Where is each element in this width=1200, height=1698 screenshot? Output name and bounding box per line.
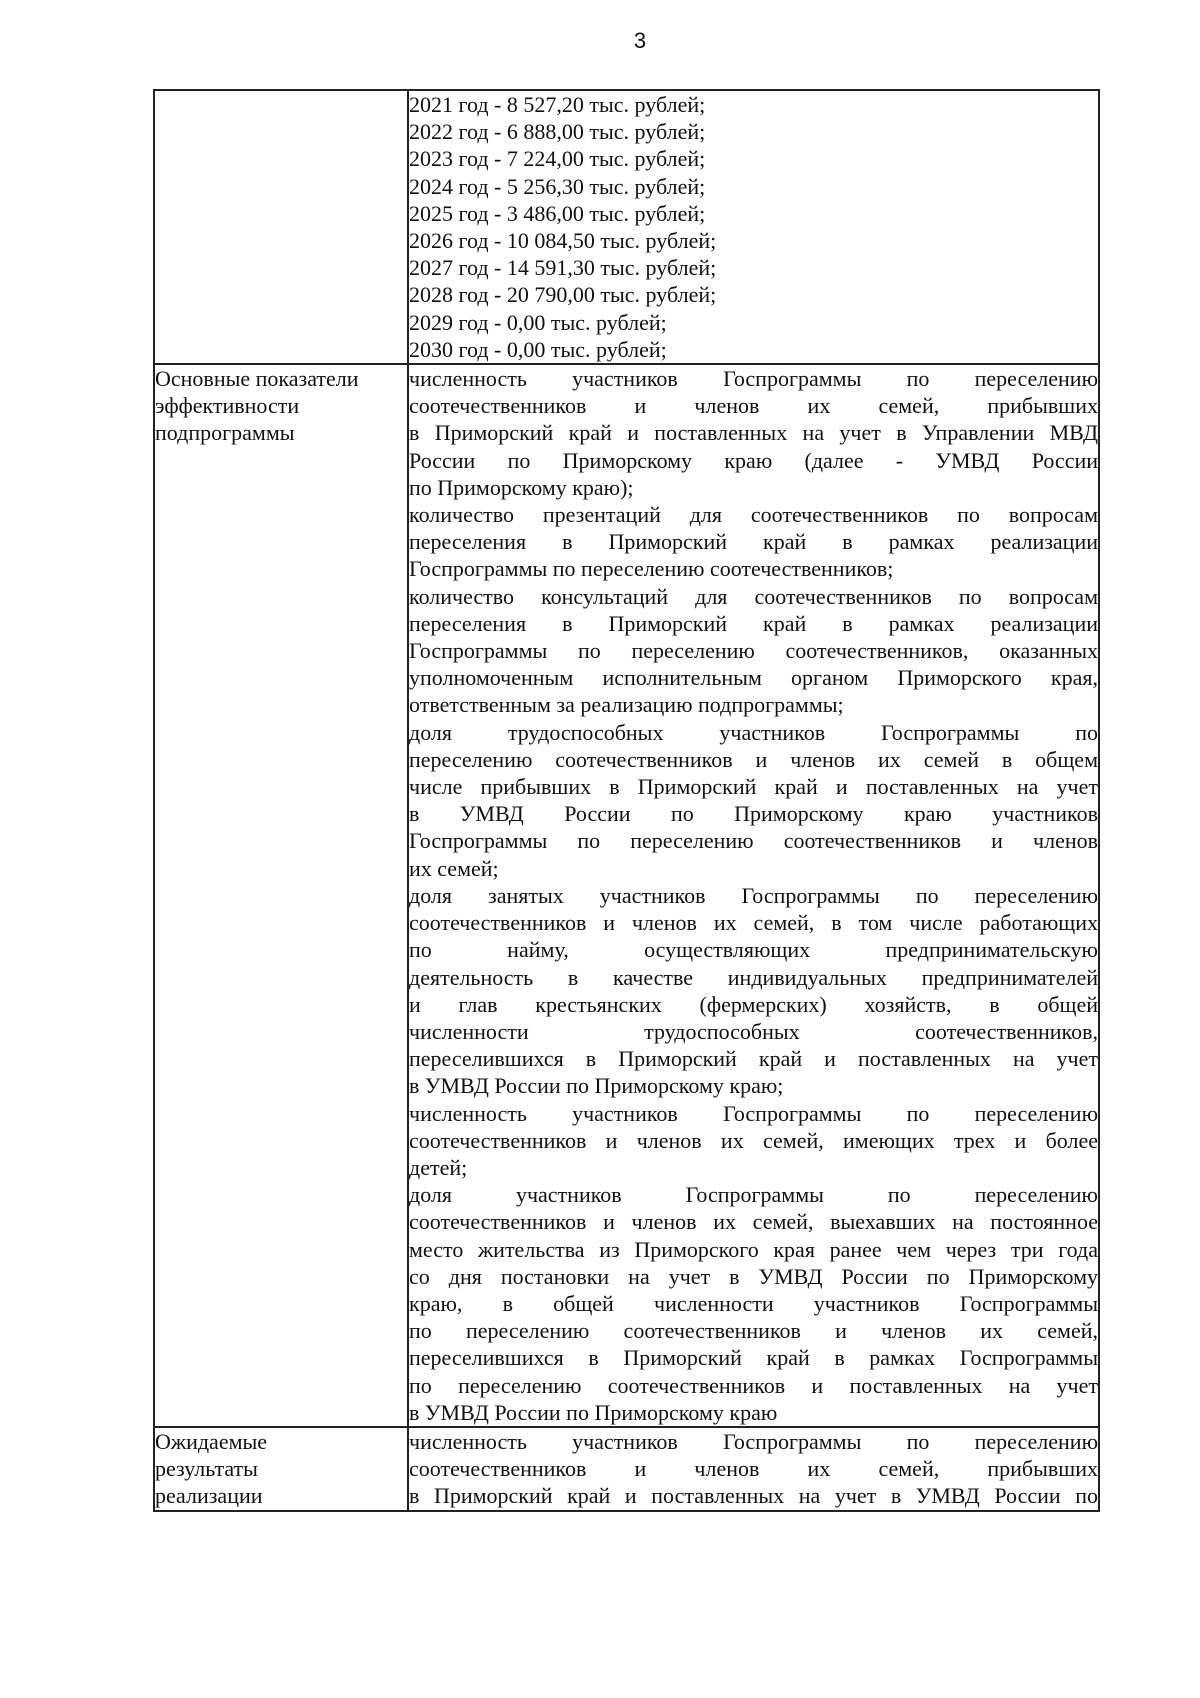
indicator-line: по переселению соотечественников и членов их семей, [409,1318,1098,1344]
indicator-line: детей; [409,1154,468,1180]
indicator-line: переселившихся в Приморский край в рамках Госпрограммы [409,1345,1098,1371]
indicator-line: их семей; [409,855,499,881]
indicator-line: переселения в Приморский край в рамках реализации [409,529,1098,555]
indicator-line: по Приморскому краю); [409,474,634,500]
indicators-text [408,364,1099,1427]
results-line: численность участников Госпрограммы по переселению [409,1428,1098,1454]
indicator-line: со дня постановки на учет в УМВД России по Приморскому [409,1263,1098,1289]
indicator-line: соотечественников и членов их семей, имеющих трех и более [409,1127,1098,1153]
indicator-line: переселению соотечественников и членов их семей в общем [409,746,1098,772]
indicator-line: ответственным за реализацию подпрограммы; [409,692,844,718]
funding-cell [408,90,1099,364]
passport-table [153,89,1100,1512]
funding-line: 2027 год - 14 591,30 тыс. рублей; [409,255,717,281]
indicators-label-line: подпрограммы [155,420,295,446]
indicator-line: соотечественников и членов их семей, в том числе работающих [409,910,1098,936]
results-label-line: результаты [155,1455,258,1481]
funding-line: 2029 год - 0,00 тыс. рублей; [409,309,667,335]
funding-line: 2025 год - 3 486,00 тыс. рублей; [409,200,706,226]
indicator-line: доля участников Госпрограммы по переселению [409,1182,1098,1208]
indicator-line: переселения в Приморский край в рамках реализации [409,610,1098,636]
results-label-line: Ожидаемые [155,1428,268,1454]
funding-line: 2024 год - 5 256,30 тыс. рублей; [409,173,706,199]
results-row [154,1427,1099,1511]
indicator-line: соотечественников и членов их семей, прибывших [409,393,1098,419]
funding-line: 2026 год - 10 084,50 тыс. рублей; [409,228,717,254]
indicators-label-line: эффективности [155,393,300,419]
indicator-line: уполномоченным исполнительным органом Приморского края, [409,665,1098,691]
indicator-line: Госпрограммы по переселению соотечественников, оказанных [409,638,1098,664]
indicator-line: краю, в общей численности участников Госпрограммы [409,1290,1098,1316]
indicator-line: России по Приморскому краю (далее - УМВД России [409,447,1098,473]
page-number: 3 [633,28,647,53]
funding-label-cell [154,90,408,364]
indicator-line: соотечественников и членов их семей, выехавших на постоянное [409,1209,1098,1235]
indicator-line: численность участников Госпрограммы по переселению [409,366,1098,392]
indicators-label-line: Основные показатели [155,366,359,392]
indicator-line: по найму, осуществляющих предпринимательскую [409,937,1098,963]
indicator-line: численность участников Госпрограммы по переселению [409,1100,1098,1126]
indicator-line: числе прибывших в Приморский край и поставленных на учет [409,774,1098,800]
indicator-line: в УМВД России по Приморскому краю участников [409,801,1098,827]
results-text [408,1427,1099,1511]
indicator-line: численности трудоспособных соотечественников, [409,1018,1098,1044]
indicator-line: количество консультаций для соотечественников по вопросам [409,583,1098,609]
indicator-line: Госпрограммы по переселению соотечественников; [409,556,894,582]
funding-line: 2028 год - 20 790,00 тыс. рублей; [409,282,717,308]
indicator-line: Госпрограммы по переселению соотечественников и членов [409,828,1098,854]
funding-row [154,90,1099,364]
indicator-line: доля занятых участников Госпрограммы по переселению [409,882,1098,908]
funding-line: 2021 год - 8 527,20 тыс. рублей; [409,92,706,117]
indicator-line: по переселению соотечественников и поставленных на учет [409,1372,1098,1398]
results-line: в Приморский край и поставленных на учет в УМВД России по [409,1483,1098,1509]
indicator-line: деятельность в качестве индивидуальных предпринимателей [409,964,1098,990]
results-line: соотечественников и членов их семей, прибывших [409,1456,1098,1482]
indicator-line: переселившихся в Приморский край и поставленных на учет [409,1046,1098,1072]
indicators-label [154,364,408,1427]
indicator-line: количество презентаций для соотечественников по вопросам [409,502,1098,528]
indicator-line: доля трудоспособных участников Госпрограммы по [409,719,1098,745]
indicator-line: место жительства из Приморского края ранее чем через три года [409,1236,1098,1262]
indicators-row [154,364,1099,1427]
indicator-line: в УМВД России по Приморскому краю; [409,1073,784,1099]
results-label-line: реализации [155,1482,263,1508]
indicator-line: и глав крестьянских (фермерских) хозяйств, в общей [409,991,1098,1017]
funding-line: 2022 год - 6 888,00 тыс. рублей; [409,119,706,145]
results-label [154,1427,408,1511]
funding-line: 2023 год - 7 224,00 тыс. рублей; [409,146,706,172]
indicator-line: в УМВД России по Приморскому краю [409,1399,778,1425]
funding-line: 2030 год - 0,00 тыс. рублей; [409,336,667,362]
indicator-line: в Приморский край и поставленных на учет в Управлении МВД [409,420,1098,446]
